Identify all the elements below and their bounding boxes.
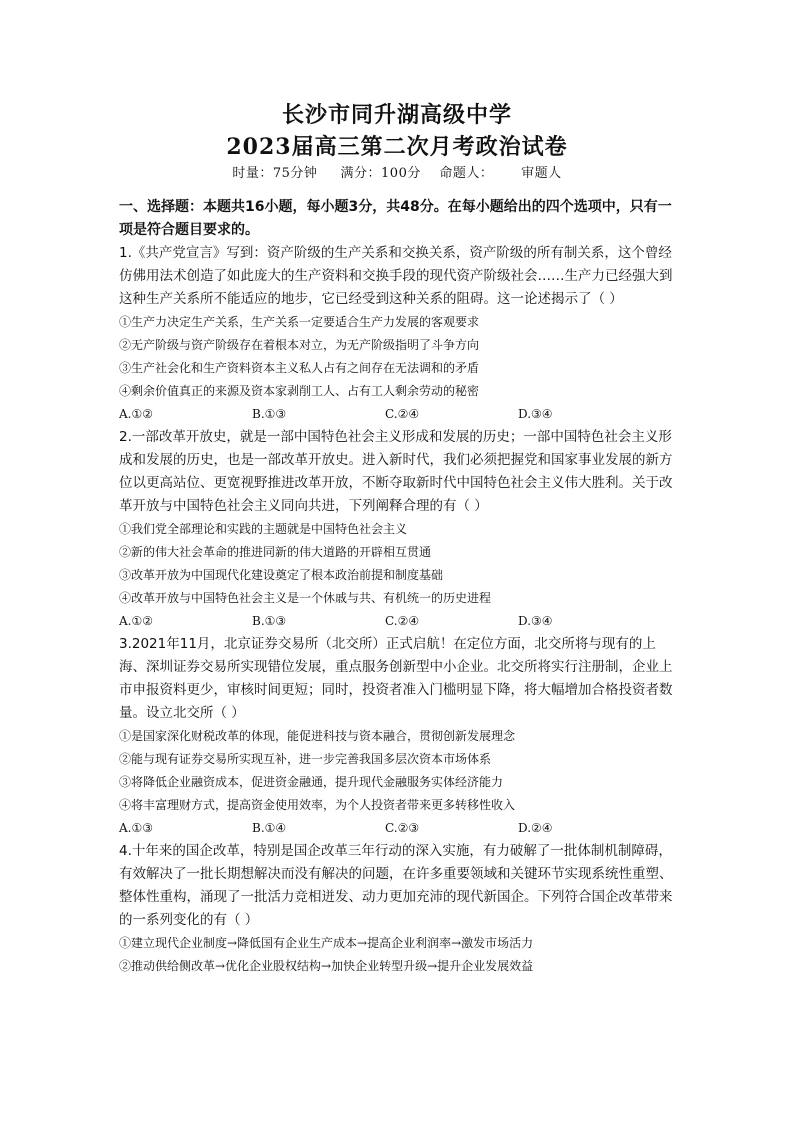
answer-choice: B.①③ <box>252 614 287 628</box>
question-option: ④剩余价值真正的来源及资本家剥削工人、占有工人剩余劳动的秘密 <box>119 384 480 398</box>
answer-choices <box>119 817 679 840</box>
question-2 <box>119 426 679 633</box>
answer-choice: A.①② <box>119 614 153 628</box>
question-option: ②推动供给侧改革→优化企业股权结构→加快企业转型升级→提升企业发展效益 <box>119 959 534 973</box>
answer-choice: D.③④ <box>518 614 553 628</box>
answer-choices <box>119 403 679 426</box>
answer-choices <box>119 610 679 633</box>
exam-title: 2023届高三第二次月考政治试卷 <box>226 134 568 160</box>
question-stem: 2.一部改革开放史，就是一部中国特色社会主义形成和发展的历史；一部中国特色社会主义形成和发展的历史，也是一部改革开放史。进入新时代，我们必须把握党和国家事业发展的新方位以更高站位、更宽视野推进改革开放，不断夺取新时代中国特色社会主义伟大胜利。关于改革开放与中国特色社会主义同向共进，下列阐释合理的有（ ） <box>119 429 673 514</box>
answer-choice: B.①④ <box>252 821 287 835</box>
answer-choice: A.①② <box>119 407 153 421</box>
section-heading: 一、选择题：本题共16小题，每小题3分，共48分。在每小题给出的四个选项中，只有一项是符合题目要求的。 <box>119 199 672 238</box>
question-4 <box>119 840 679 978</box>
question-option: ④将丰富理财方式，提高资金使用效率，为个人投资者带来更多转移性收入 <box>119 798 516 812</box>
exam-meta: 时量：75分钟 满分：100分 命题人： 审题人 <box>232 166 562 181</box>
question-stem: 1.《共产党宣言》写到：资产阶级的生产关系和交换关系，资产阶级的所有制关系，这个曾经仿佛用法术创造了如此庞大的生产资料和交换手段的现代资产阶级社会……生产力已经强大到这种生产关系所不能适应的地步，它已经受到这种关系的阻碍。这一论述揭示了（ ） <box>119 245 673 307</box>
question-stem: 3.2021年11月，北京证券交易所（北交所）正式启航！在定位方面，北交所将与现有的上海、深圳证券交易所实现错位发展，重点服务创新型中小企业。北交所将实行注册制，企业上市申报资料更少，审核时间更短；同时，投资者准入门槛明显下降，将大幅增加合格投资者数量。设立北交所（ ） <box>119 636 673 721</box>
answer-choice: C.②④ <box>385 614 420 628</box>
question-3 <box>119 633 679 840</box>
question-option: ②无产阶级与资产阶级存在着根本对立，为无产阶级指明了斗争方向 <box>119 338 480 352</box>
question-list <box>119 242 679 978</box>
answer-choice: C.②③ <box>385 821 420 835</box>
answer-choice: D.②④ <box>518 821 553 835</box>
question-option: ①我们党全部理论和实践的主题就是中国特色社会主义 <box>119 522 408 536</box>
question-option: ③将降低企业融资成本，促进资金融通，提升现代金融服务实体经济能力 <box>119 775 504 789</box>
question-option: ①建立现代企业制度→降低国有企业生产成本→提高企业利润率→激发市场活力 <box>119 936 534 950</box>
answer-choice: A.①③ <box>119 821 153 835</box>
school-name: 长沙市同升湖高级中学 <box>281 102 512 128</box>
question-1 <box>119 242 679 426</box>
question-option: ②新的伟大社会革命的推进同新的伟大道路的开辟相互贯通 <box>119 545 432 559</box>
exam-content <box>119 196 679 978</box>
question-stem: 4.十年来的国企改革，特别是国企改革三年行动的深入实施，有力破解了一批体制机制障碍，有效解决了一批长期想解决而没有解决的问题，在许多重要领域和关键环节实现系统性重塑、整体性重构，涌现了一批活力竞相迸发、动力更加充沛的现代新国企。下列符合国企改革带来的一系列变化的有（ ） <box>119 843 673 928</box>
question-option: ④改革开放与中国特色社会主义是一个休戚与共、有机统一的历史进程 <box>119 591 492 605</box>
answer-choice: C.②④ <box>385 407 420 421</box>
question-option: ①是国家深化财税改革的体现，能促进科技与资本融合，贯彻创新发展理念 <box>119 729 516 743</box>
answer-choice: D.③④ <box>518 407 553 421</box>
answer-choice: B.①③ <box>252 407 287 421</box>
question-option: ③生产社会化和生产资料资本主义私人占有之间存在无法调和的矛盾 <box>119 361 480 375</box>
question-option: ③改革开放为中国现代化建设奠定了根本政治前提和制度基础 <box>119 568 444 582</box>
question-option: ②能与现有证券交易所实现互补，进一步完善我国多层次资本市场体系 <box>119 752 492 766</box>
question-option: ①生产力决定生产关系，生产关系一定要适合生产力发展的客观要求 <box>119 315 480 329</box>
